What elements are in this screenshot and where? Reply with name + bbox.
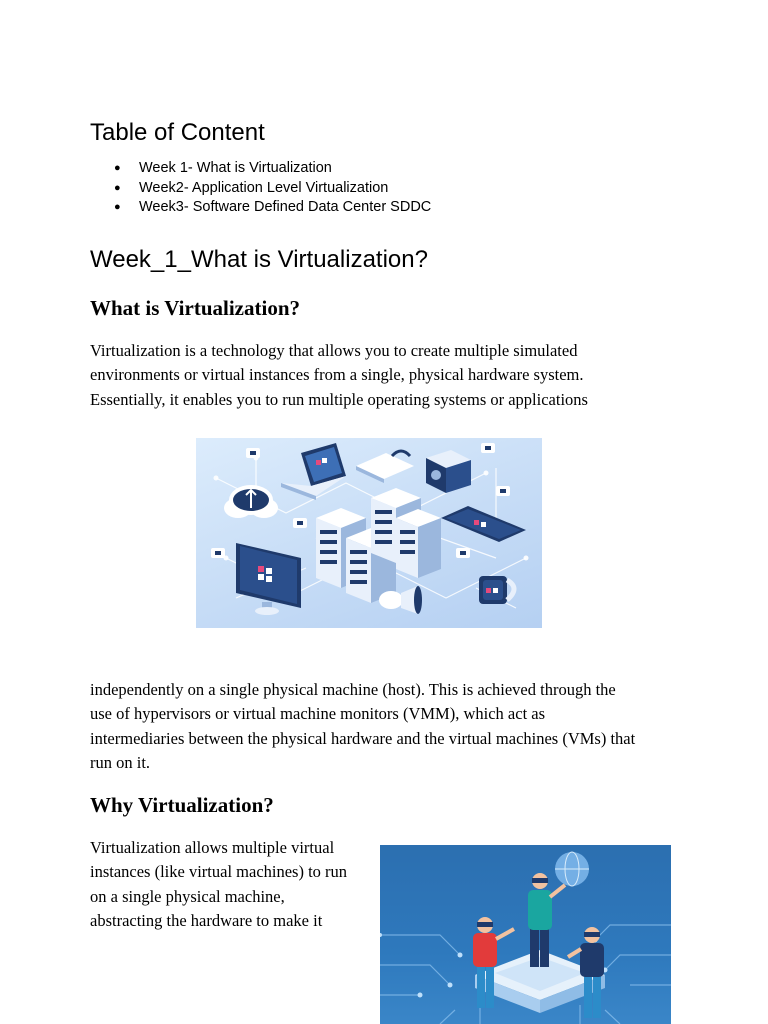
paragraph-line: Virtualization is a technology that allows you to create multiple simulated [90,341,578,360]
vr-people-illustration-graphic [380,845,671,1024]
bullet-icon: ● [114,162,121,174]
bullet-icon: ● [114,181,121,194]
toc-item-label: Week3- Software Defined Data Center SDDC [139,199,432,215]
paragraph-line: run on it. [90,753,151,773]
toc-item[interactable] [90,198,431,218]
paragraph-line: abstracting the hardware to make it [90,911,323,931]
paragraph-line: Virtualization allows multiple virtual [90,838,335,857]
toc-list [90,159,431,218]
paragraph-line: independently on a single physical machine (host). This is achieved through the [90,680,616,699]
cloud-icon [224,485,278,518]
paragraph-line: environments or virtual instances from a single, physical hardware system. [90,365,584,385]
person-center [528,873,565,967]
why-paragraph [90,836,347,934]
smartphone-icon [441,506,526,542]
globe-icon [555,852,589,886]
toc-item[interactable] [90,159,431,179]
section-heading-why: Why Virtualization? [90,793,274,817]
week-1-title: Week_1_What is Virtualization? [90,246,428,273]
intro-paragraph [90,339,588,412]
paragraph-line: use of hypervisors or virtual machine monitors (VMM), which act as [90,704,546,724]
section-heading-what-is: What is Virtualization? [90,296,301,320]
paragraph-line: Essentially, it enables you to run multiple operating systems or applications [90,389,588,409]
lock-icon [356,451,414,483]
toc-item-label: Week2- Application Level Virtualization [139,179,389,196]
toc-title: Table of Content [90,119,265,146]
hard-drive-icon [426,450,471,493]
paragraph-line: on a single physical machine, [90,886,285,906]
laptop-icon [281,443,346,500]
hypervisor-paragraph [90,678,635,776]
vr-people-illustration [380,845,671,1024]
virtualization-illustration [196,438,542,628]
monitor-icon [236,543,301,615]
smartwatch-icon [479,576,514,604]
paragraph-line: instances (like virtual machines) to run [90,862,348,882]
paragraph-line: intermediaries between the physical hardware and the virtual machines (VMs) that [90,728,636,748]
toc-item-label: Week 1- What is Virtualization [139,160,332,176]
toc-item[interactable] [90,179,431,199]
bullet-icon: ● [114,201,121,213]
data-center-illustration [196,438,542,628]
